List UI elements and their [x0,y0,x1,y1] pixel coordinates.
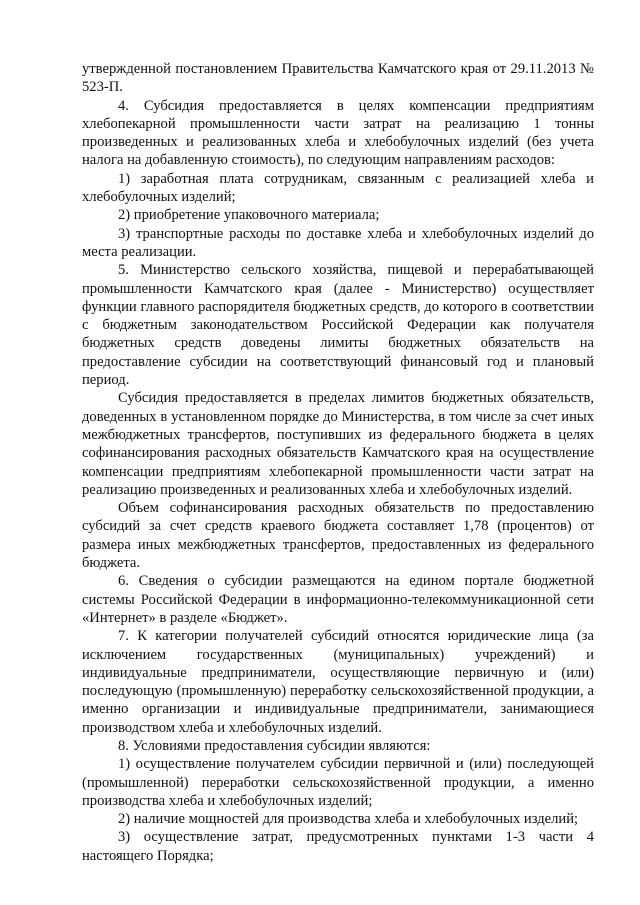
paragraph-subitem-3: 3) транспортные расходы по доставке хлеба и хлебобулочных изделий до места реализации. [82,225,594,260]
document-page [82,60,594,865]
paragraph-cofinancing: Объем софинансирования расходных обязательств по предоставлению субсидий за счет средств краевого бюджета составляет 1,78 (процентов) от размера иных межбюджетных трансфертов, предоставленных из федерального бюджета. [82,500,594,572]
paragraph-item-7: 7. К категории получателей субсидий относятся юридические лица (за исключением государственных (муниципальных) учреждений) и индивидуальные предприниматели, осуществляющие первичную и (или) последующую (промышленную) переработку сельскохозяйственной продукции, а именно организации и индивидуальные предприниматели, занимающиеся производством хлеба и хлебобулочных изделий. [82,628,594,736]
paragraph-item-5: 5. Министерство сельского хозяйства, пищевой и перерабатывающей промышленности Камчатского края (далее - Министерство) осуществляет функции главного распорядителя бюджетных средств, до которого в соответствии с бюджетным законодательством Российской Федерации как получателя бюджетных средств доведены лимиты бюджетных обязательств на предоставление субсидии на соответствующий финансовый год и плановый период. [82,262,594,389]
paragraph-condition-2: 2) наличие мощностей для производства хлеба и хлебобулочных изделий; [118,811,579,828]
paragraph-item-8: 8. Условиями предоставления субсидии являются: [118,737,431,754]
paragraph-subsidy-limits: Субсидия предоставляется в пределах лимитов бюджетных обязательств, доведенных в установленном порядке до Министерства, в том числе за счет иных межбюджетных трансфертов, поступивших из федерального бюджета в целях софинансирования расходных обязательств Камчатского края на осуществление компенсации предприятиям хлебопекарной промышленности части затрат на реализацию произведенных и реализованных хлеба и хлебобулочных изделий. [82,390,594,498]
paragraph-subitem-1: 1) заработная плата сотрудникам, связанным с реализацией хлеба и хлебобулочных изделий; [82,170,594,206]
paragraph-continuation: утвержденной постановлением Правительства Камчатского края от 29.11.2013 № 523-П. [82,61,594,96]
paragraph-item-6: 6. Сведения о субсидии размещаются на едином портале бюджетной системы Российской Федерации в информационно-телекоммуникационной сети «Интернет» в разделе «Бюджет». [82,573,594,626]
paragraph-condition-1: 1) осуществление получателем субсидии первичной и (или) последующей (промышленной) переработки сельскохозяйственной продукции, а именно производства хлеба и хлебобулочных изделий; [82,756,594,809]
paragraph-condition-3: 3) осуществление затрат, предусмотренных пунктами 1-3 части 4 настоящего Порядка; [82,829,594,864]
paragraph-subitem-2: 2) приобретение упаковочного материала; [118,207,380,224]
paragraph-item-4: 4. Субсидия предоставляется в целях компенсации предприятиям хлебопекарной промышленности части затрат на реализацию 1 тонны произведенных и реализованных хлеба и хлебобулочных изделий (без учета налога на добавленную стоимость), по следующим направлениям расходов: [82,97,594,169]
